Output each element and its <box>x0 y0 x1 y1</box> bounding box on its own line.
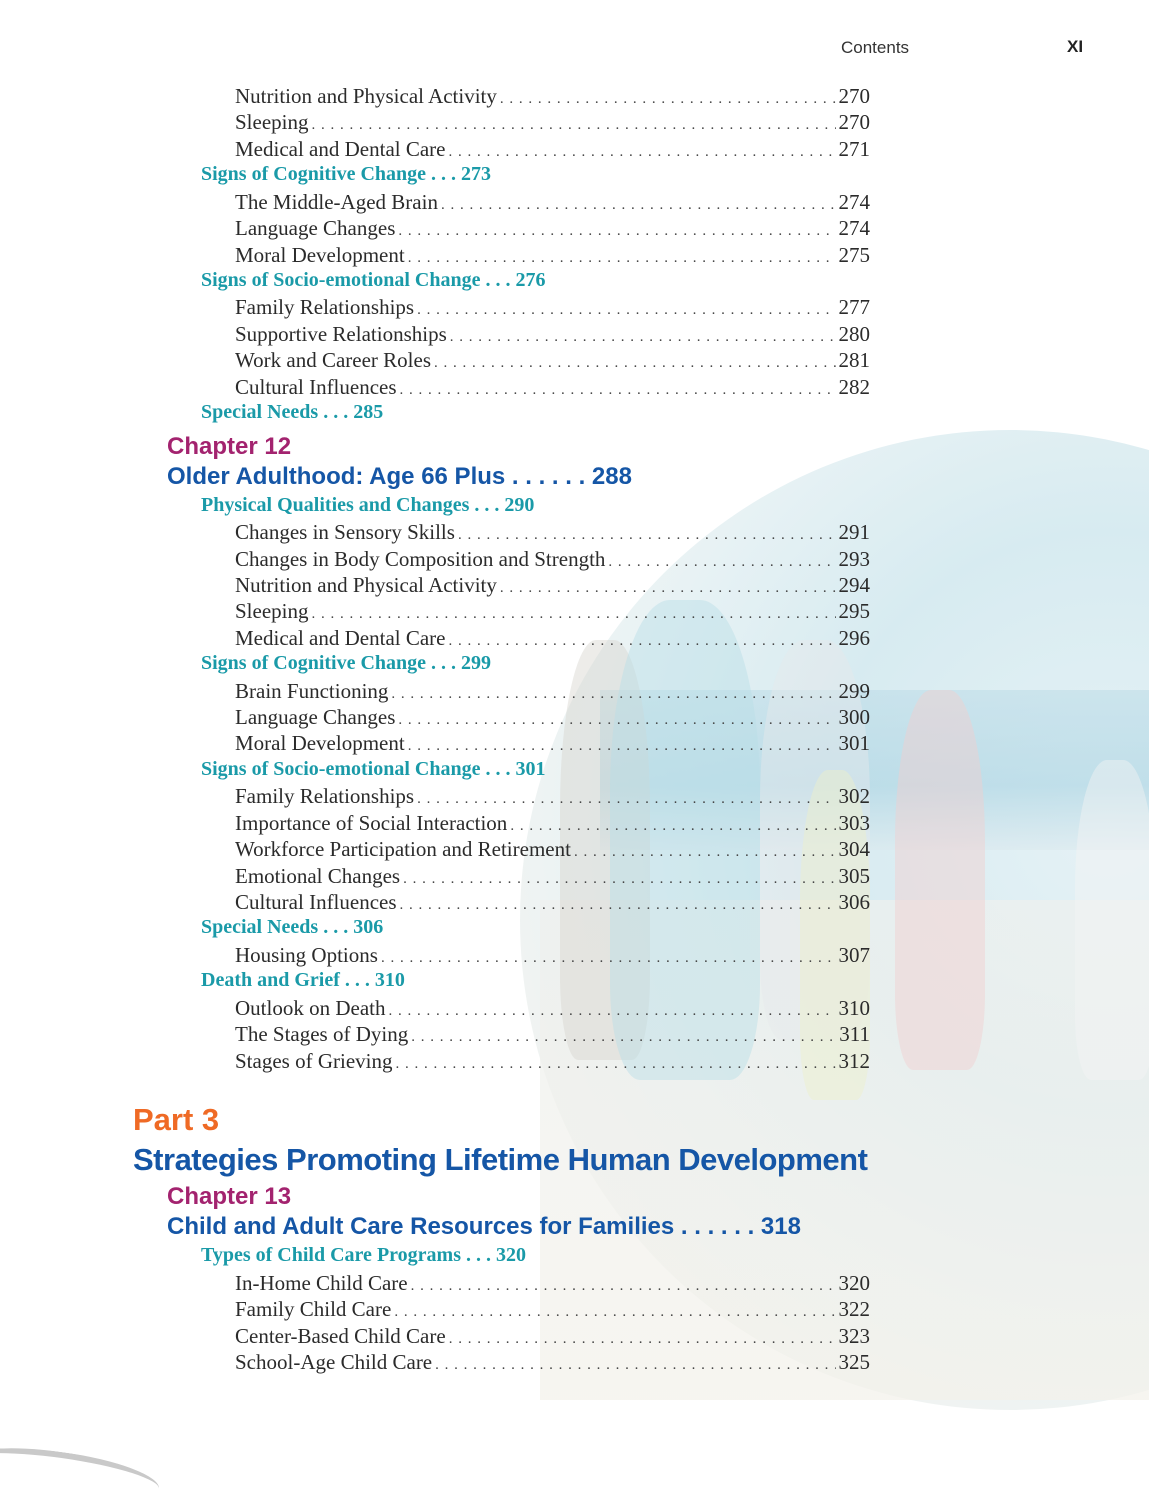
toc-section[interactable]: Death and Grief . . . 310 <box>201 969 405 991</box>
entry-page: 270 <box>838 110 870 134</box>
dot-leader <box>417 791 835 808</box>
dot-leader <box>408 250 836 267</box>
entry-label: Changes in Sensory Skills <box>235 520 455 544</box>
toc-entry[interactable] <box>235 1049 870 1075</box>
toc-entry[interactable] <box>235 295 870 321</box>
toc-entry[interactable] <box>235 1324 870 1350</box>
entry-page: 277 <box>838 295 870 319</box>
entry-label: Language Changes <box>235 705 396 729</box>
entry-page: 291 <box>838 520 870 544</box>
toc-entry[interactable] <box>235 190 870 216</box>
toc-entry[interactable] <box>235 626 870 652</box>
toc-entry[interactable] <box>235 679 870 705</box>
entry-page: 304 <box>838 837 870 861</box>
dot-leader <box>441 197 836 214</box>
entry-page: 302 <box>838 784 870 808</box>
dot-leader <box>449 144 836 161</box>
entry-label: Medical and Dental Care <box>235 626 446 650</box>
dot-leader <box>450 329 836 346</box>
dot-leader <box>500 580 836 597</box>
entry-label: Work and Career Roles <box>235 348 431 372</box>
dot-leader <box>411 1029 836 1046</box>
person-figure-icon <box>1075 760 1149 1080</box>
entry-label: Moral Development <box>235 731 405 755</box>
entry-label: Importance of Social Interaction <box>235 811 508 835</box>
entry-label: The Stages of Dying <box>235 1022 409 1046</box>
entry-label: Housing Options <box>235 943 378 967</box>
dot-leader <box>408 738 836 755</box>
toc-section[interactable]: Special Needs . . . 285 <box>201 401 384 423</box>
entry-label: Changes in Body Composition and Strength <box>235 547 606 571</box>
entry-page: 274 <box>838 216 870 240</box>
entry-label: Sleeping <box>235 599 309 623</box>
entry-label: Center-Based Child Care <box>235 1324 446 1348</box>
entry-label: Workforce Participation and Retirement <box>235 837 571 861</box>
toc-entry[interactable] <box>235 996 870 1022</box>
entry-page: 322 <box>838 1297 870 1321</box>
entry-label: In-Home Child Care <box>235 1271 408 1295</box>
entry-page: 300 <box>838 705 870 729</box>
toc-entry[interactable] <box>235 1350 870 1376</box>
entry-page: 310 <box>838 996 870 1020</box>
entry-page: 323 <box>838 1324 870 1348</box>
entry-page: 293 <box>838 547 870 571</box>
toc-entry[interactable] <box>235 1297 870 1323</box>
toc-entry[interactable] <box>235 1022 870 1048</box>
dot-leader <box>395 1056 835 1073</box>
dot-leader <box>435 1357 835 1374</box>
dot-leader <box>381 950 836 967</box>
entry-page: 294 <box>838 573 870 597</box>
toc-entry[interactable] <box>235 520 870 546</box>
dot-leader <box>398 712 835 729</box>
toc-section[interactable]: Signs of Socio-emotional Change . . . 276 <box>201 269 546 291</box>
entry-label: Cultural Influences <box>235 375 397 399</box>
entry-page: 311 <box>839 1022 870 1046</box>
entry-page: 296 <box>838 626 870 650</box>
dot-leader <box>312 117 836 134</box>
toc-section[interactable]: Signs of Cognitive Change . . . 273 <box>201 163 492 185</box>
entry-label: Nutrition and Physical Activity <box>235 573 497 597</box>
chapter-number: Chapter 13 <box>167 1183 292 1210</box>
toc-entry[interactable] <box>235 943 870 969</box>
toc-entry[interactable] <box>235 137 870 163</box>
dot-leader <box>434 355 836 372</box>
chapter-number: Chapter 12 <box>167 433 292 460</box>
entry-page: 312 <box>838 1049 870 1073</box>
entry-page: 303 <box>838 811 870 835</box>
entry-page: 325 <box>838 1350 870 1374</box>
entry-label: Family Relationships <box>235 784 415 808</box>
toc-section[interactable]: Signs of Socio-emotional Change . . . 301 <box>201 758 546 780</box>
dot-leader <box>510 818 835 835</box>
entry-label: Nutrition and Physical Activity <box>235 84 497 108</box>
entry-page: 281 <box>838 348 870 372</box>
dot-leader <box>312 606 836 623</box>
chapter-title[interactable]: Child and Adult Care Resources for Families . . . . . . 318 <box>167 1213 801 1240</box>
entry-page: 306 <box>838 890 870 914</box>
toc-entry[interactable] <box>235 731 870 757</box>
toc-entry[interactable] <box>235 84 870 110</box>
entry-label: Medical and Dental Care <box>235 137 446 161</box>
dot-leader <box>391 686 835 703</box>
part-title[interactable]: Strategies Promoting Lifetime Human Development <box>133 1142 868 1177</box>
entry-label: Language Changes <box>235 216 396 240</box>
dot-leader <box>388 1003 835 1020</box>
running-header-title: Contents <box>841 38 910 57</box>
entry-page: 307 <box>838 943 870 967</box>
toc-entry[interactable] <box>235 890 870 916</box>
dot-leader <box>403 871 835 888</box>
entry-page: 270 <box>838 84 870 108</box>
toc-section[interactable]: Special Needs . . . 306 <box>201 916 384 938</box>
dot-leader <box>417 302 835 319</box>
page-number: XI <box>1067 37 1084 56</box>
entry-label: Sleeping <box>235 110 309 134</box>
entry-page: 282 <box>838 375 870 399</box>
toc-entry[interactable] <box>235 864 870 890</box>
chapter-title[interactable]: Older Adulthood: Age 66 Plus . . . . . . 288 <box>167 463 632 490</box>
entry-page: 320 <box>838 1271 870 1295</box>
toc-section[interactable]: Signs of Cognitive Change . . . 299 <box>201 652 492 674</box>
toc-section[interactable]: Types of Child Care Programs . . . 320 <box>201 1244 526 1266</box>
entry-label: School-Age Child Care <box>235 1350 433 1374</box>
entry-label: The Middle-Aged Brain <box>235 190 438 214</box>
toc-section[interactable]: Physical Qualities and Changes . . . 290 <box>201 494 535 516</box>
toc-entry[interactable] <box>235 784 870 810</box>
entry-label: Stages of Grieving <box>235 1049 393 1073</box>
entry-label: Moral Development <box>235 243 405 267</box>
entry-page: 301 <box>838 731 870 755</box>
entry-page: 295 <box>838 599 870 623</box>
toc-entry[interactable] <box>235 322 870 348</box>
dot-leader <box>400 897 836 914</box>
part-number: Part 3 <box>133 1102 220 1137</box>
dot-leader <box>500 91 836 108</box>
dot-leader <box>458 527 836 544</box>
entry-page: 274 <box>838 190 870 214</box>
entry-label: Family Relationships <box>235 295 415 319</box>
entry-page: 271 <box>838 137 870 161</box>
dot-leader <box>411 1278 836 1295</box>
entry-label: Cultural Influences <box>235 890 397 914</box>
toc-entry[interactable] <box>235 348 870 374</box>
dot-leader <box>398 223 835 240</box>
dot-leader <box>449 1331 836 1348</box>
entry-page: 299 <box>838 679 870 703</box>
toc-entry[interactable] <box>235 1271 870 1297</box>
toc-entry[interactable] <box>235 811 870 837</box>
dot-leader <box>449 633 836 650</box>
entry-page: 280 <box>838 322 870 346</box>
toc-entry[interactable] <box>235 547 870 573</box>
entry-label: Emotional Changes <box>235 864 401 888</box>
person-figure-icon <box>895 690 985 1070</box>
toc-entry[interactable] <box>235 573 870 599</box>
toc-entry[interactable] <box>235 599 870 625</box>
toc-entry[interactable] <box>235 110 870 136</box>
toc-entry[interactable] <box>235 705 870 731</box>
dot-leader <box>608 554 835 571</box>
toc-entry[interactable] <box>235 216 870 242</box>
entry-label: Supportive Relationships <box>235 322 447 346</box>
entry-label: Outlook on Death <box>235 996 386 1020</box>
entry-page: 275 <box>838 243 870 267</box>
dot-leader <box>574 844 836 861</box>
entry-label: Family Child Care <box>235 1297 392 1321</box>
entry-label: Brain Functioning <box>235 679 389 703</box>
toc-entry[interactable] <box>235 837 870 863</box>
page-curl-decoration <box>0 1438 162 1511</box>
entry-page: 305 <box>838 864 870 888</box>
toc-entry[interactable] <box>235 243 870 269</box>
dot-leader <box>400 382 836 399</box>
dot-leader <box>394 1304 835 1321</box>
toc-entry[interactable] <box>235 375 870 401</box>
